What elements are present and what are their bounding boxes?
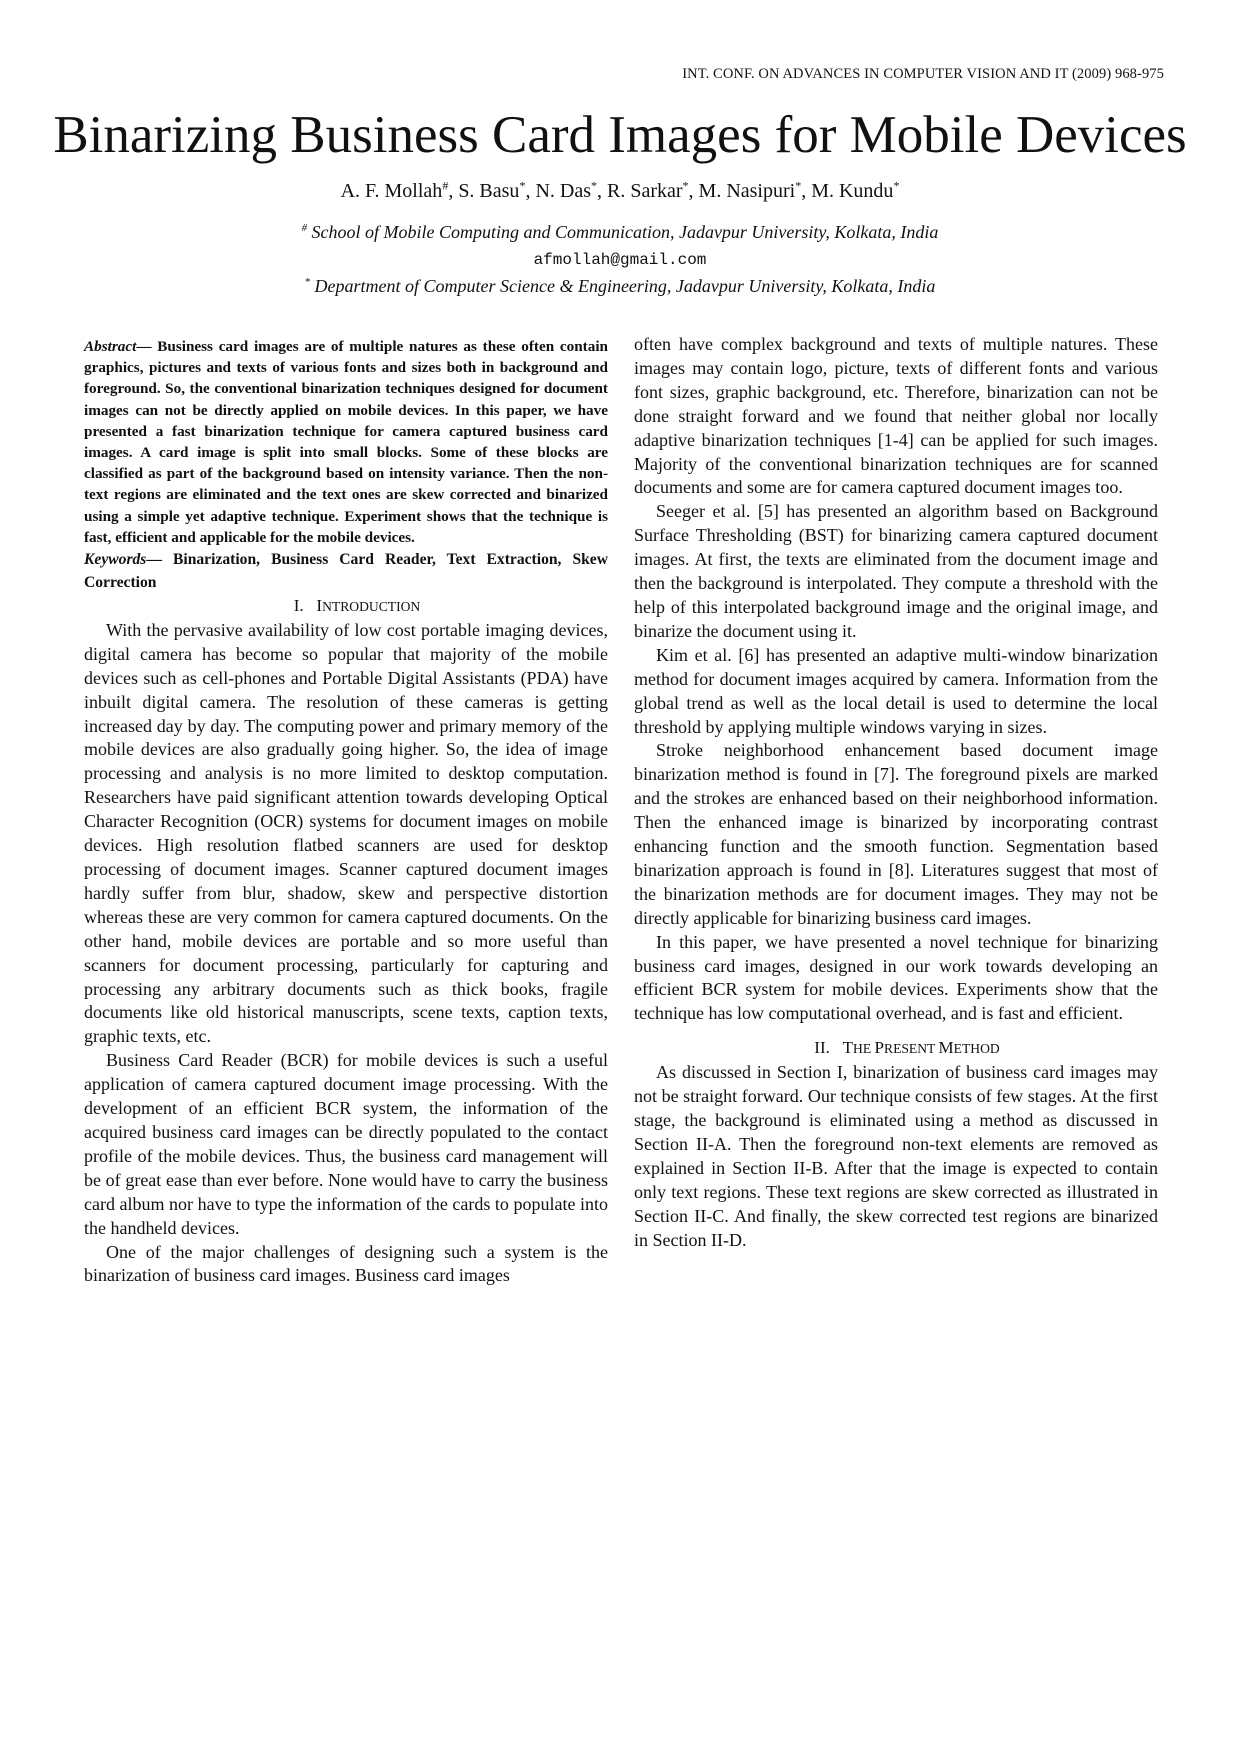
author-email[interactable]: afmollah@gmail.com xyxy=(533,251,707,269)
affiliation-mark: * xyxy=(304,276,310,288)
keywords-label: Keywords xyxy=(84,551,147,569)
running-head: INT. CONF. ON ADVANCES IN COMPUTER VISION AND IT (2009) 968-975 xyxy=(682,66,1164,82)
section-title-rest: HE xyxy=(853,1041,875,1057)
author-name: M. Kundu xyxy=(811,180,894,202)
author-mark: * xyxy=(893,178,900,193)
paper-title: Binarizing Business Card Images for Mobile Devices xyxy=(53,106,1187,164)
affiliation-mark: # xyxy=(301,222,307,234)
paragraph-continuation: often have complex background and texts of multiple natures. These images may contain logo, picture, texts of different fonts and various font sizes, graphic background, etc. Therefore, binarization can not be done straight forward and we found that neither global nor locally adaptive binarization techniques [1-4] can be applied for such images. Majority of the conventional binarization techniques are for scanned documents and some are for camera captured document images too. xyxy=(634,334,1158,498)
author-name: R. Sarkar xyxy=(606,180,683,202)
author-mark: # xyxy=(442,178,449,193)
author-separator: , xyxy=(688,180,699,202)
keywords xyxy=(84,548,608,594)
affiliation-1 xyxy=(0,222,1240,243)
abstract-text: Business card images are of multiple natures as these often contain graphics, pictures and texts of various fonts and sizes both in background and foreground. So, the conventional binarization techniques designed for document images can not be directly applied on mobile devices. In this paper, we have presented a fast binarization technique for camera captured business card images. A card image is split into small blocks. Some of these blocks are classified as part of the background based on intensity variance. Then the non-text regions are eliminated and the text ones are skew corrected and binarized using a simple yet adaptive technique. Experiment shows that the technique is fast, efficient and applicable for the mobile devices. xyxy=(84,338,608,546)
author-list xyxy=(0,180,1240,203)
keywords-dash: — xyxy=(146,551,173,569)
author-name: S. Basu xyxy=(458,180,520,202)
keywords-text: Binarization, Business Card Reader, Text Extraction, Skew Correction xyxy=(84,551,608,592)
author-separator: , xyxy=(448,180,459,202)
left-column xyxy=(84,336,608,1288)
affiliation-2 xyxy=(0,276,1240,297)
paragraph: Seeger et al. [5] has presented an algorithm based on Background Surface Thresholding (BST) for binarizing camera captured document images. At first, the texts are eliminated from the document image and then the background is interpolated. They compute a threshold with the help of this interpolated background image and the original image, and binarize the document using it. xyxy=(634,501,1158,641)
author-separator: , xyxy=(596,180,607,202)
paragraph: As discussed in Section I, binarization of business card images may not be straight forward. Our technique consists of few stages. At the first stage, the background is eliminated using a method as discussed in Section II-A. Then the foreground non-text elements are removed as explained in Section II-B. After that the image is expected to contain only text regions. These text regions are skew corrected as illustrated in Section II-C. And finally, the skew corrected test regions are binarized in Section II-D. xyxy=(634,1062,1158,1250)
section-heading-introduction xyxy=(84,594,608,619)
paragraph: One of the major challenges of designing such a system is the binarization of business card images. Business card images xyxy=(84,1241,608,1286)
section-title-initial: P xyxy=(874,1038,884,1058)
paragraph: Business Card Reader (BCR) for mobile devices is such a useful application of camera captured document image processing. With the development of an efficient BCR system, the information of the acquired business card images can be directly populated to the contact profile of the mobile devices. Thus, the business card management will be of great ease than ever before. None would have to carry the business card album nor have to type the information of the cards to populate into the handheld devices. xyxy=(84,1050,608,1238)
author-mark: * xyxy=(590,178,597,193)
author-mark: * xyxy=(519,178,526,193)
paragraph: Stroke neighborhood enhancement based document image binarization method is found in [7]. The foreground pixels are marked and the strokes are enhanced based on their neighborhood information. Then the enhanced image is binarized by incorporating contrast enhancing function and the smooth function. Segmentation based binarization approach is found in [8]. Literatures suggest that most of the binarization methods are for document images. They may not be directly applicable for binarizing business card images. xyxy=(634,740,1158,928)
abstract-label: Abstract xyxy=(84,338,137,355)
author-mark: * xyxy=(682,178,689,193)
author-separator: , xyxy=(801,180,812,202)
paragraph: Kim et al. [6] has presented an adaptive multi-window binarization method for document images acquired by camera. Information from the global trend as well as the local detail is used to determine the local threshold by applying multiple windows varying in sizes. xyxy=(634,644,1158,737)
section-title-initial: M xyxy=(938,1038,954,1058)
abstract-dash: — xyxy=(136,338,158,355)
section-heading-present-method xyxy=(634,1036,1158,1061)
affiliation-text: School of Mobile Computing and Communication, Jadavpur University, Kolkata, India xyxy=(311,222,939,242)
section-number: II. xyxy=(814,1038,830,1058)
author-name: M. Nasipuri xyxy=(698,180,796,202)
section-title-initial: I xyxy=(316,596,323,616)
abstract xyxy=(84,336,608,548)
author-mark: * xyxy=(795,178,802,193)
section-title-rest: RESENT xyxy=(884,1041,939,1057)
author-separator: , xyxy=(525,180,536,202)
paragraph: In this paper, we have presented a novel technique for binarizing business card images, designed in our work towards developing an efficient BCR system for mobile devices. Experiments show that the technique has low computational overhead, and is fast and efficient. xyxy=(634,931,1158,1024)
right-column xyxy=(634,333,1158,1252)
section-title-rest: ETHOD xyxy=(953,1041,1000,1057)
section-title-initial: T xyxy=(842,1038,853,1058)
paragraph: With the pervasive availability of low cost portable imaging devices, digital camera has become so popular that majority of the mobile devices such as cell-phones and Portable Digital Assistants (PDA) have inbuilt digital camera. The resolution of these cameras is getting increased day by day. The computing power and primary memory of the mobile devices are also gradually going higher. So, the idea of image processing and analysis is no more limited to desktop computation. Researchers have paid significant attention towards developing Optical Character Recognition (OCR) systems for document images on mobile devices. High resolution flatbed scanners are used for desktop processing of document images. Scanner captured document images hardly suffer from blur, shadow, skew and perspective distortion whereas these are very common for camera captured documents. On the other hand, mobile devices are portable and so more useful than scanners for document processing, particularly for capturing and processing any arbitrary documents such as thick books, fragile documents like old historical manuscripts, scene texts, caption texts, graphic texts, etc. xyxy=(84,619,608,1047)
author-name: A. F. Mollah xyxy=(340,180,443,202)
author-name: N. Das xyxy=(535,180,591,202)
affiliation-text: Department of Computer Science & Engineering, Jadavpur University, Kolkata, India xyxy=(314,276,936,296)
section-title-rest: NTRODUCTION xyxy=(322,599,421,615)
section-number: I. xyxy=(293,596,304,616)
